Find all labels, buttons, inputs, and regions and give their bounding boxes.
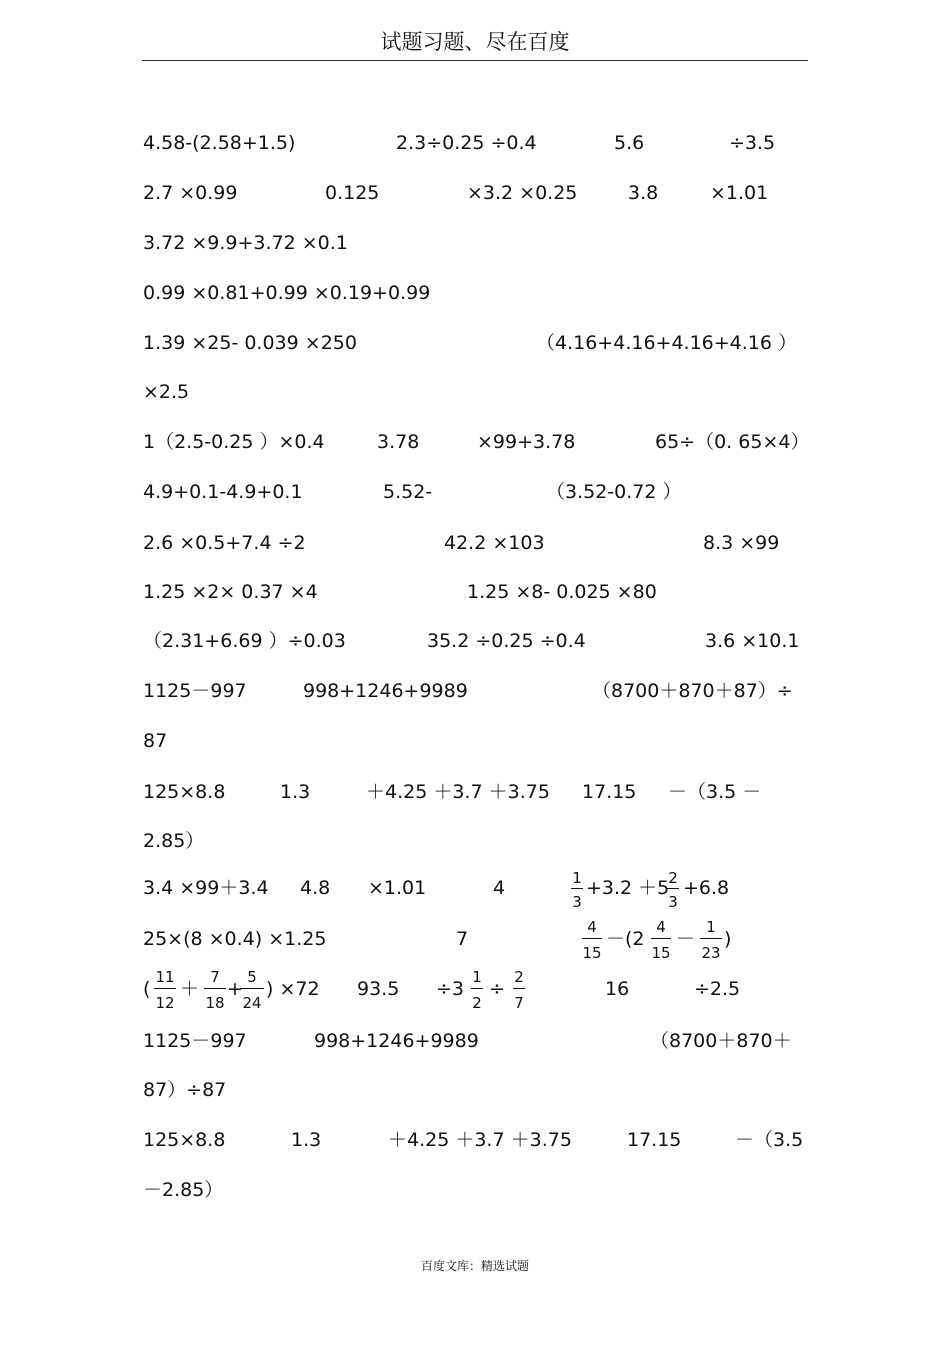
problem: （8700＋870＋87）÷ bbox=[592, 680, 793, 702]
problem: 1（2.5-0.25 ）×0.4 bbox=[143, 431, 325, 453]
problem: （2.31+6.69 ）÷0.03 bbox=[143, 630, 346, 652]
fraction-bar bbox=[667, 888, 679, 889]
problem: ×1.01 bbox=[710, 182, 769, 204]
fraction-denominator: 24 bbox=[242, 994, 262, 1012]
problem: 7 bbox=[456, 928, 469, 950]
fraction-numerator: 2 bbox=[514, 968, 524, 986]
problem: +6.8 bbox=[683, 877, 730, 899]
problem: 1.3 bbox=[280, 781, 311, 803]
problem: （8700＋870＋ bbox=[650, 1030, 792, 1052]
fraction-denominator: 3 bbox=[668, 893, 678, 911]
problem: ( bbox=[143, 978, 151, 1000]
fraction-numerator: 7 bbox=[210, 968, 220, 986]
problem: 2.85） bbox=[143, 830, 205, 852]
minus-sign: － bbox=[676, 928, 696, 950]
fraction-bar bbox=[513, 988, 525, 989]
problem: 1.25 ×8- 0.025 ×80 bbox=[467, 581, 657, 603]
fraction-denominator: 7 bbox=[514, 994, 524, 1012]
problem: 998+1246+9989 bbox=[314, 1030, 479, 1052]
problem: 1125－997 bbox=[143, 1030, 247, 1052]
fraction-bar bbox=[471, 988, 483, 989]
problem: 3.8 bbox=[628, 182, 659, 204]
fraction-denominator: 23 bbox=[701, 944, 721, 962]
problem: ＋4.25 ＋3.7 ＋3.75 bbox=[388, 1129, 572, 1151]
problem: +3.2 ＋5 bbox=[586, 877, 670, 899]
problem: 16 bbox=[605, 978, 630, 1000]
problem: 5.52- bbox=[383, 481, 433, 503]
fraction-bar bbox=[240, 988, 264, 989]
problem: 3.72 ×9.9+3.72 ×0.1 bbox=[143, 232, 348, 254]
fraction-numerator: 4 bbox=[656, 918, 666, 936]
problem: 1.3 bbox=[291, 1129, 322, 1151]
problem: 35.2 ÷0.25 ÷0.4 bbox=[427, 630, 586, 652]
header-divider bbox=[142, 60, 808, 61]
problem: 125×8.8 bbox=[143, 781, 226, 803]
fraction-bar bbox=[154, 988, 176, 989]
fraction-bar bbox=[204, 988, 226, 989]
problem: （4.16+4.16+4.16+4.16 ） bbox=[536, 332, 798, 354]
problem: 0.125 bbox=[325, 182, 380, 204]
fraction-bar bbox=[582, 938, 602, 939]
problem: －（3.5 － bbox=[668, 781, 762, 803]
fraction-bar bbox=[571, 888, 583, 889]
page-header-title: 试题习题、尽在百度 bbox=[380, 30, 570, 54]
problem: 125×8.8 bbox=[143, 1129, 226, 1151]
problem: ×3.2 ×0.25 bbox=[467, 182, 578, 204]
fraction-denominator: 15 bbox=[651, 944, 671, 962]
fraction-numerator: 4 bbox=[587, 918, 597, 936]
problem: 2.6 ×0.5+7.4 ÷2 bbox=[143, 532, 306, 554]
problem: 0.99 ×0.81+0.99 ×0.19+0.99 bbox=[143, 282, 431, 304]
problem: ×2.5 bbox=[143, 381, 190, 403]
fraction-denominator: 15 bbox=[582, 944, 602, 962]
fraction-bar bbox=[700, 938, 722, 939]
problem: 3.6 ×10.1 bbox=[705, 630, 800, 652]
problem: 4.9+0.1-4.9+0.1 bbox=[143, 481, 303, 503]
fraction-numerator: 1 bbox=[472, 968, 482, 986]
problem: ) ×72 bbox=[266, 978, 320, 1000]
problem: 25×(8 ×0.4) ×1.25 bbox=[143, 928, 327, 950]
problem: 93.5 bbox=[357, 978, 400, 1000]
problem: ×1.01 bbox=[368, 877, 427, 899]
page-footer: 百度文库：精选试题 bbox=[420, 1259, 529, 1273]
problem: + bbox=[227, 978, 243, 1000]
problem: 17.15 bbox=[627, 1129, 682, 1151]
fraction-denominator: 18 bbox=[205, 994, 225, 1012]
problem: ) bbox=[724, 928, 732, 950]
problem: ×99+3.78 bbox=[477, 431, 576, 453]
problem: －(2 bbox=[606, 928, 645, 950]
problem: ＋ bbox=[180, 978, 200, 1000]
problem: ÷ bbox=[489, 978, 505, 1000]
fraction-bar bbox=[651, 938, 671, 939]
problem: 2.7 ×0.99 bbox=[143, 182, 238, 204]
problem: ＋4.25 ＋3.7 ＋3.75 bbox=[366, 781, 550, 803]
problem: 998+1246+9989 bbox=[303, 680, 468, 702]
problem: 4.58-(2.58+1.5) bbox=[143, 132, 296, 154]
problem: 65÷（0. 65×4） bbox=[655, 431, 810, 453]
problem: 87 bbox=[143, 730, 168, 752]
problem: 87）÷87 bbox=[143, 1079, 227, 1101]
problem: 17.15 bbox=[582, 781, 637, 803]
problem: ÷2.5 bbox=[694, 978, 741, 1000]
problem: ÷3.5 bbox=[729, 132, 776, 154]
problem: 1.39 ×25- 0.039 ×250 bbox=[143, 332, 357, 354]
fraction-denominator: 12 bbox=[155, 994, 175, 1012]
problem: 1.25 ×2× 0.37 ×4 bbox=[143, 581, 318, 603]
problem: 4.8 bbox=[300, 877, 331, 899]
problem: 3.78 bbox=[377, 431, 420, 453]
problem: 4 bbox=[493, 877, 506, 899]
fraction-denominator: 3 bbox=[572, 893, 582, 911]
problem: ÷3 bbox=[436, 978, 465, 1000]
fraction-numerator: 1 bbox=[706, 918, 716, 936]
fraction-denominator: 2 bbox=[472, 994, 482, 1012]
problem: 8.3 ×99 bbox=[703, 532, 780, 554]
problem: 5.6 bbox=[614, 132, 645, 154]
fraction-numerator: 2 bbox=[668, 869, 678, 887]
problem: －2.85） bbox=[143, 1179, 224, 1201]
problem: －（3.5 bbox=[735, 1129, 804, 1151]
problem: 3.4 ×99＋3.4 bbox=[143, 877, 269, 899]
fraction-numerator: 1 bbox=[572, 869, 582, 887]
problem: 2.3÷0.25 ÷0.4 bbox=[396, 132, 537, 154]
problem: 1125－997 bbox=[143, 680, 247, 702]
problem: （3.52-0.72 ） bbox=[546, 481, 682, 503]
fraction-numerator: 11 bbox=[155, 968, 175, 986]
fraction-numerator: 5 bbox=[247, 968, 257, 986]
problem: 42.2 ×103 bbox=[444, 532, 545, 554]
